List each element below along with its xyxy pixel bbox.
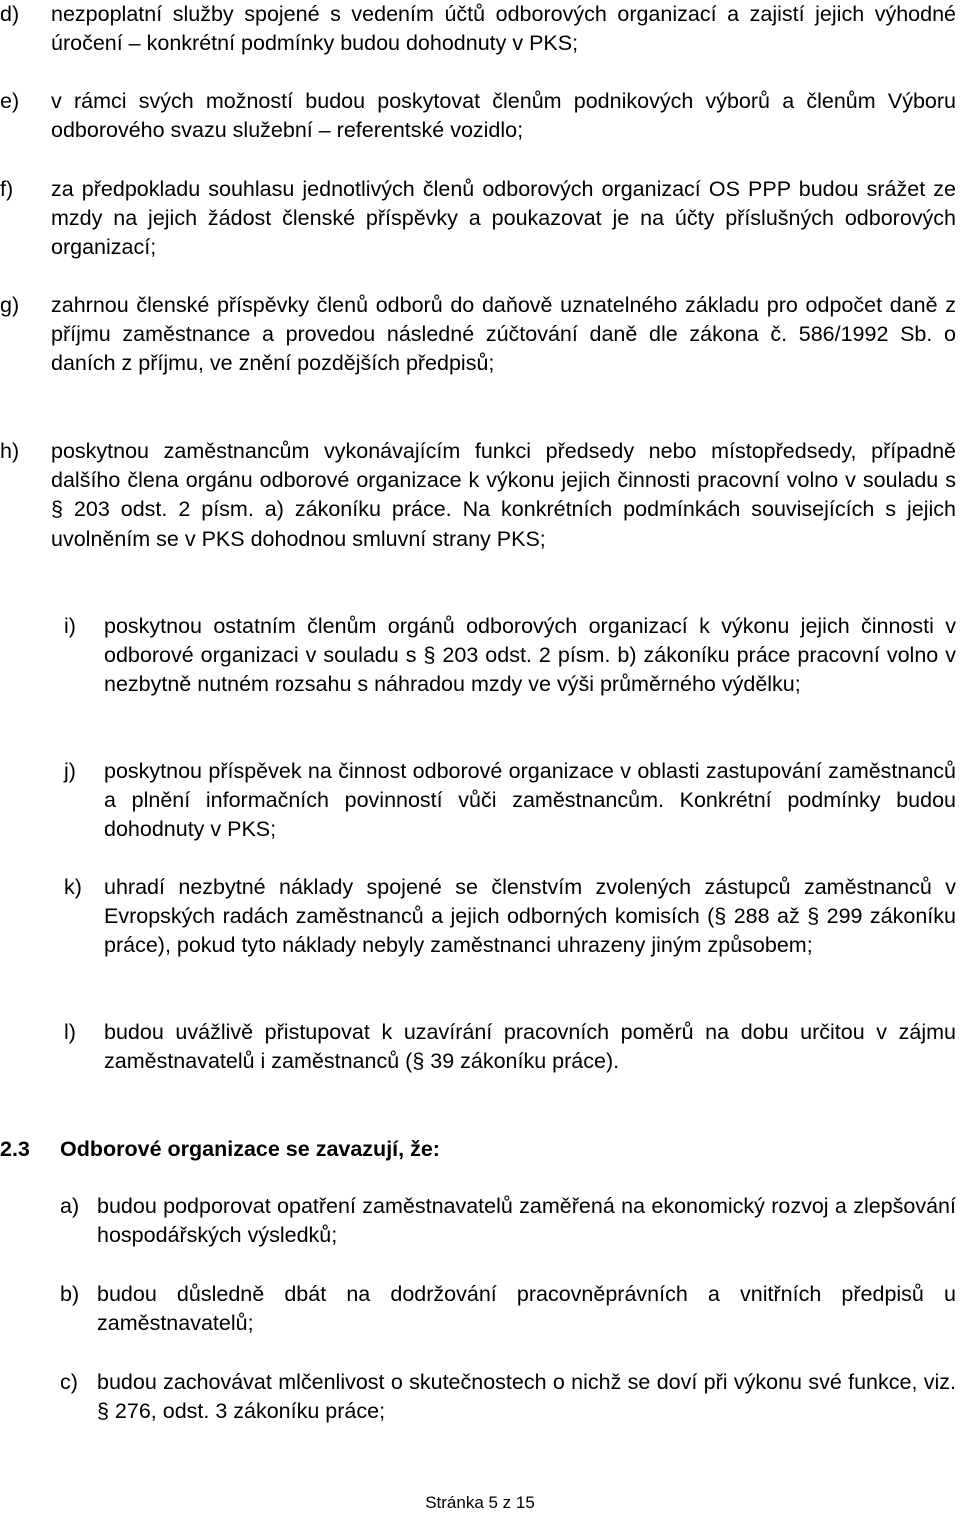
list-marker: c): [60, 1370, 78, 1394]
list-marker: a): [60, 1194, 80, 1218]
section-heading: [0, 1135, 440, 1164]
list-item: [0, 612, 956, 700]
list-marker: i): [64, 614, 76, 638]
list-item: [0, 757, 956, 845]
list-item: [0, 1368, 956, 1426]
list-item-text: za předpokladu souhlasu jednotlivých členů odborových organizací OS PPP budou srážet ze mzdy na jejich žádost členské příspěvky a poukazovat je na účty příslušných odborových organizací;: [51, 177, 956, 260]
list-item-text: poskytnou příspěvek na činnost odborové organizace v oblasti zastupování zaměstnanců a plnění informačních povinností vůči zaměstnancům. Konkrétní podmínky budou dohodnuty v PKS;: [104, 759, 956, 842]
list-item: [0, 437, 956, 554]
section-title: Odborové organizace se zavazují, že:: [60, 1137, 440, 1161]
list-marker: j): [64, 759, 76, 783]
list-item-text: budou uvážlivě přistupovat k uzavírání pracovních poměrů na dobu určitou v zájmu zaměstnavatelů i zaměstnanců (§ 39 zákoníku práce).: [104, 1020, 956, 1074]
list-marker: g): [0, 293, 20, 317]
list-item: [0, 1192, 956, 1250]
list-marker: f): [0, 177, 14, 201]
page-number-footer: Stránka 5 z 15: [425, 1493, 535, 1512]
list-item-text: budou důsledně dbát na dodržování pracovněprávních a vnitřních předpisů u zaměstnavatelů;: [97, 1282, 956, 1336]
list-item-text: budou podporovat opatření zaměstnavatelů zaměřená na ekonomický rozvoj a zlepšování hospodářských výsledků;: [97, 1194, 956, 1248]
list-item-text: poskytnou zaměstnancům vykonávajícím funkci předsedy nebo místopředsedy, případně dalšího člena orgánu odborové organizace k výkonu jejich činnosti pracovní volno v souladu s § 203 odst. 2 písm. a) zákoníku práce. Na konkrétních podmínkách souvisejících s jejich uvolněním se v PKS dohodnou smluvní strany PKS;: [51, 439, 956, 551]
list-item-text: nezpoplatní služby spojené s vedením účtů odborových organizací a zajistí jejich výhodné úročení – konkrétní podmínky budou dohodnuty v PKS;: [51, 2, 956, 56]
list-item-text: v rámci svých možností budou poskytovat členům podnikových výborů a členům Výboru odborového svazu služební – referentské vozidlo;: [51, 89, 956, 143]
list-item: [0, 0, 956, 58]
list-item: [0, 87, 956, 145]
list-marker: e): [0, 89, 20, 113]
list-marker: k): [64, 875, 82, 899]
section-number: 2.3: [0, 1137, 30, 1161]
list-item-text: uhradí nezbytné náklady spojené se členstvím zvolených zástupců zaměstnanců v Evropských radách zaměstnanců a jejich odborných komisích (§ 288 až § 299 zákoníku práce), pokud tyto náklady nebyly zaměstnanci uhrazeny jiným způsobem;: [104, 875, 956, 958]
list-marker: b): [60, 1282, 80, 1306]
list-item: [0, 873, 956, 961]
list-marker: l): [64, 1020, 76, 1044]
list-item-text: zahrnou členské příspěvky členů odborů do daňově uznatelného základu pro odpočet daně z příjmu zaměstnance a provedou následné zúčtování daně dle zákona č. 586/1992 Sb. o daních z příjmu, ve znění pozdějších předpisů;: [51, 293, 956, 376]
list-item-text: poskytnou ostatním členům orgánů odborových organizací k výkonu jejich činnosti v odborové organizaci v souladu s § 203 odst. 2 písm. b) zákoníku práce pracovní volno v nezbytně nutném rozsahu s náhradou mzdy ve výši průměrného výdělku;: [104, 614, 956, 697]
list-item: [0, 1280, 956, 1338]
list-item: [0, 291, 956, 379]
list-item: [0, 175, 956, 263]
list-item-text: budou zachovávat mlčenlivost o skutečnostech o nichž se doví při výkonu své funkce, viz. § 276, odst. 3 zákoníku práce;: [97, 1370, 956, 1424]
list-marker: h): [0, 439, 20, 463]
list-item: [0, 1018, 956, 1076]
list-marker: d): [0, 2, 20, 26]
